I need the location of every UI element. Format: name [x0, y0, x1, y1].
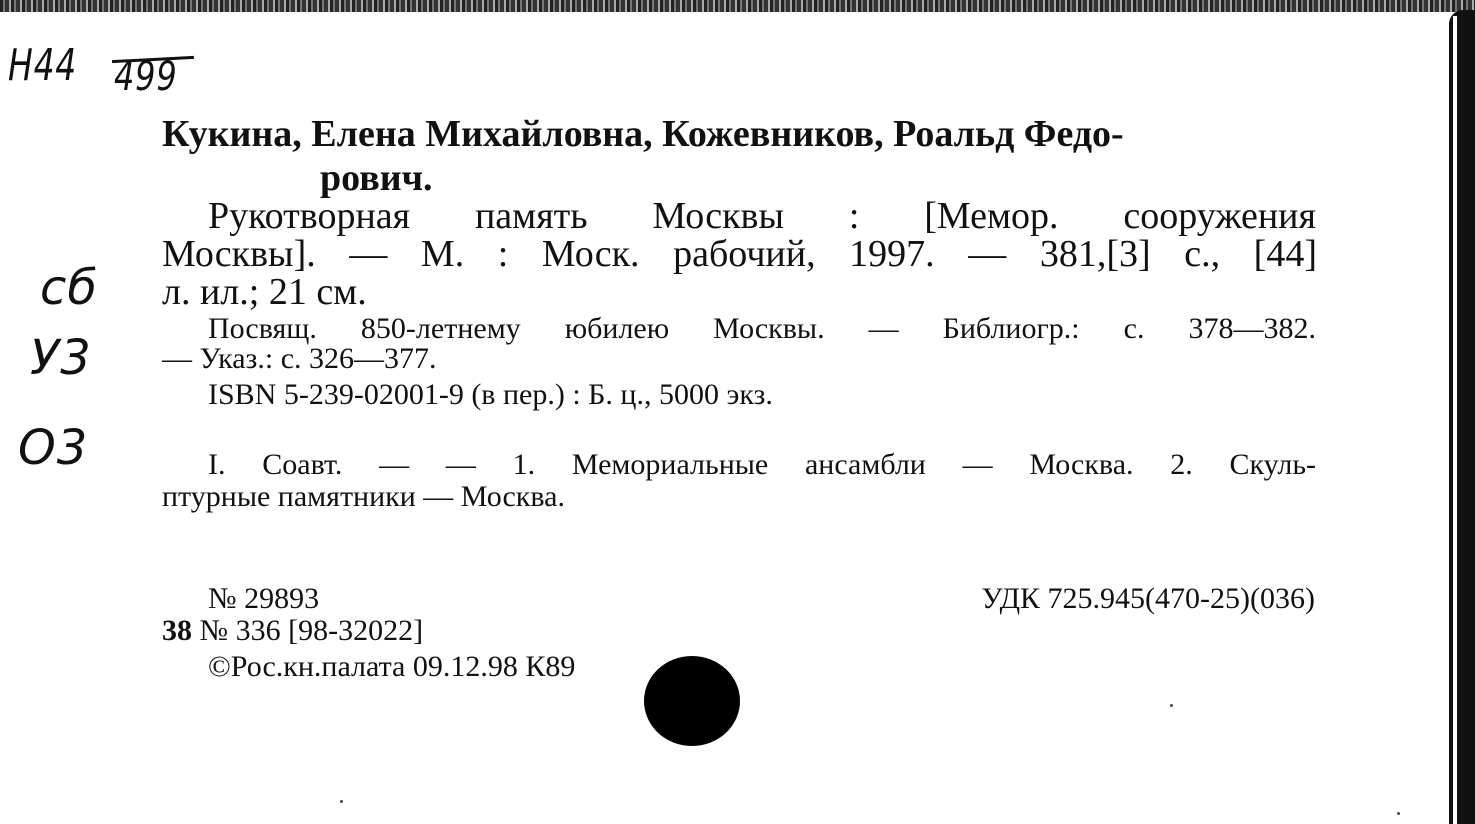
card-right-edge	[1449, 10, 1475, 824]
title-line-3: л. ил.; 21 см.	[162, 271, 367, 313]
scan-speck	[1397, 812, 1400, 815]
handwritten-call-number: Н44	[8, 40, 78, 91]
udk-code: УДК 725.945(470-25)(036)	[981, 582, 1315, 615]
card-number: № 29893	[208, 582, 320, 615]
author-line-1: Кукина, Елена Михайловна, Кожевников, Роальд Федо-	[162, 113, 1124, 155]
handwritten-margin-mark-3: О3	[18, 420, 89, 476]
author-line-2: рович.	[320, 157, 433, 199]
title-line-1: Рукотворная память Москвы : [Мемор. сооружения	[208, 195, 1316, 237]
isbn-line: ISBN 5-239-02001-9 (в пер.) : Б. ц., 5000 экз.	[208, 378, 773, 411]
registration-prefix: 38	[162, 614, 192, 647]
handwritten-sub-number: 499	[114, 54, 178, 100]
scan-top-edge	[0, 0, 1475, 12]
scan-speck	[340, 800, 343, 803]
punch-hole	[644, 656, 740, 746]
subjects-line-2: птурные памятники — Москва.	[162, 480, 565, 513]
registration-number-text: № 336 [98-32022]	[199, 614, 424, 647]
registration-number	[162, 614, 423, 648]
scan-speck	[1170, 704, 1173, 707]
title-line-2: Москвы]. — М. : Моск. рабочий, 1997. — 381,[3] с., [44]	[162, 233, 1317, 275]
subjects-line-1: I. Соавт. — — 1. Мемориальные ансамбли — Москва. 2. Скуль-	[208, 448, 1316, 481]
book-chamber-line: ©Рос.кн.палата 09.12.98 К89	[208, 650, 576, 683]
handwritten-margin-mark-2: У3	[30, 330, 92, 386]
note-line-2: — Указ.: с. 326—377.	[162, 342, 437, 375]
handwritten-margin-mark-1: сб	[40, 260, 98, 316]
note-line-1: Посвящ. 850-летнему юбилею Москвы. — Библиогр.: с. 378—382.	[208, 312, 1316, 345]
